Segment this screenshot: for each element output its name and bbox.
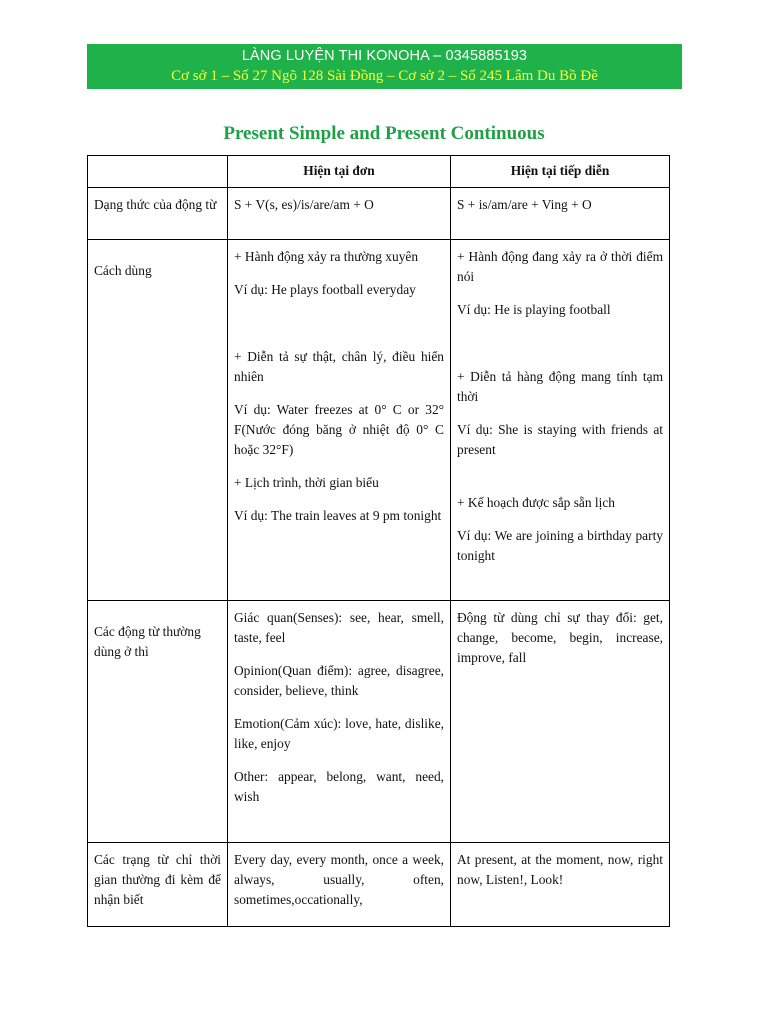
table-row-form (88, 188, 670, 240)
usage-simple-point-2: + Diễn tả sự thật, chân lý, điều hiển nhiên (234, 349, 444, 384)
table-row-usage (88, 240, 670, 601)
adverbs-continuous: At present, at the moment, now, right now, Listen!, Look! (451, 843, 670, 927)
usage-simple-point-1: + Hành động xảy ra thường xuyên (234, 249, 419, 264)
usage-continuous-example-2: Ví dụ: She is staying with friends at present (457, 422, 663, 457)
table-row-adverbs (88, 843, 670, 927)
usage-simple-example-3: Ví dụ: The train leaves at 9 pm tonight (234, 508, 442, 523)
header-line-1: LÀNG LUYỆN THI KONOHA – 0345885193 (241, 48, 528, 64)
usage-continuous-point-1: + Hành động đang xảy ra ở thời điểm nói (457, 249, 663, 284)
form-simple: S + V(s, es)/is/are/am + O (228, 188, 451, 240)
usage-simple-cell (228, 240, 451, 601)
usage-simple-example-2: Ví dụ: Water freezes at 0° C or 32° F(Nước đóng băng ở nhiệt độ 0° C hoặc 32°F) (234, 402, 444, 457)
usage-continuous-example-3: Ví dụ: We are joining a birthday party tonight (457, 528, 663, 563)
usage-continuous-example-1: Ví dụ: He is playing football (457, 302, 611, 317)
row-label-adverbs: Các trạng từ chỉ thời gian thường đi kèm để nhận biết (88, 843, 228, 927)
header-cell-empty (88, 156, 228, 188)
form-continuous: S + is/am/are + Ving + O (451, 188, 670, 240)
header-cell-present-simple: Hiện tại đơn (228, 156, 451, 188)
adverbs-simple: Every day, every month, once a week, always, usually, often, sometimes,occationally, (228, 843, 451, 927)
verbs-simple-cell (228, 601, 451, 843)
usage-continuous-cell (451, 240, 670, 601)
header-cell-present-continuous: Hiện tại tiếp diễn (451, 156, 670, 188)
usage-continuous-point-2: + Diễn tả hàng động mang tính tạm thời (457, 369, 663, 404)
document-title: Present Simple and Present Continuous (223, 123, 545, 144)
tense-comparison-table (87, 155, 670, 927)
verbs-continuous-change: Động từ dùng chỉ sự thay đổi: get, change, become, begin, increase, improve, fall (457, 610, 663, 665)
verbs-simple-senses: Giác quan(Senses): see, hear, smell, taste, feel (234, 610, 444, 645)
verbs-simple-emotion: Emotion(Cảm xúc): love, hate, dislike, like, enjoy (234, 716, 444, 751)
header-line-2: Cơ sở 1 – Số 27 Ngõ 128 Sài Đồng – Cơ sở 2 – Số 245 Lâm Du Bồ Đề (171, 68, 598, 84)
row-label-form: Dạng thức của động từ (88, 188, 228, 240)
row-label-verbs: Các động từ thường dùng ở thì (88, 601, 228, 843)
table-header-row (88, 156, 670, 188)
verbs-continuous-cell (451, 601, 670, 843)
header-banner (87, 44, 682, 89)
usage-simple-example-1: Ví dụ: He plays football everyday (234, 282, 416, 297)
usage-continuous-point-3: + Kế hoạch được sắp sẵn lịch (457, 495, 615, 510)
usage-simple-point-3: + Lịch trình, thời gian biểu (234, 475, 379, 490)
table-row-verbs (88, 601, 670, 843)
row-label-usage: Cách dùng (88, 240, 228, 601)
verbs-simple-opinion: Opinion(Quan điểm): agree, disagree, consider, believe, think (234, 663, 444, 698)
verbs-simple-other: Other: appear, belong, want, need, wish (234, 769, 444, 804)
